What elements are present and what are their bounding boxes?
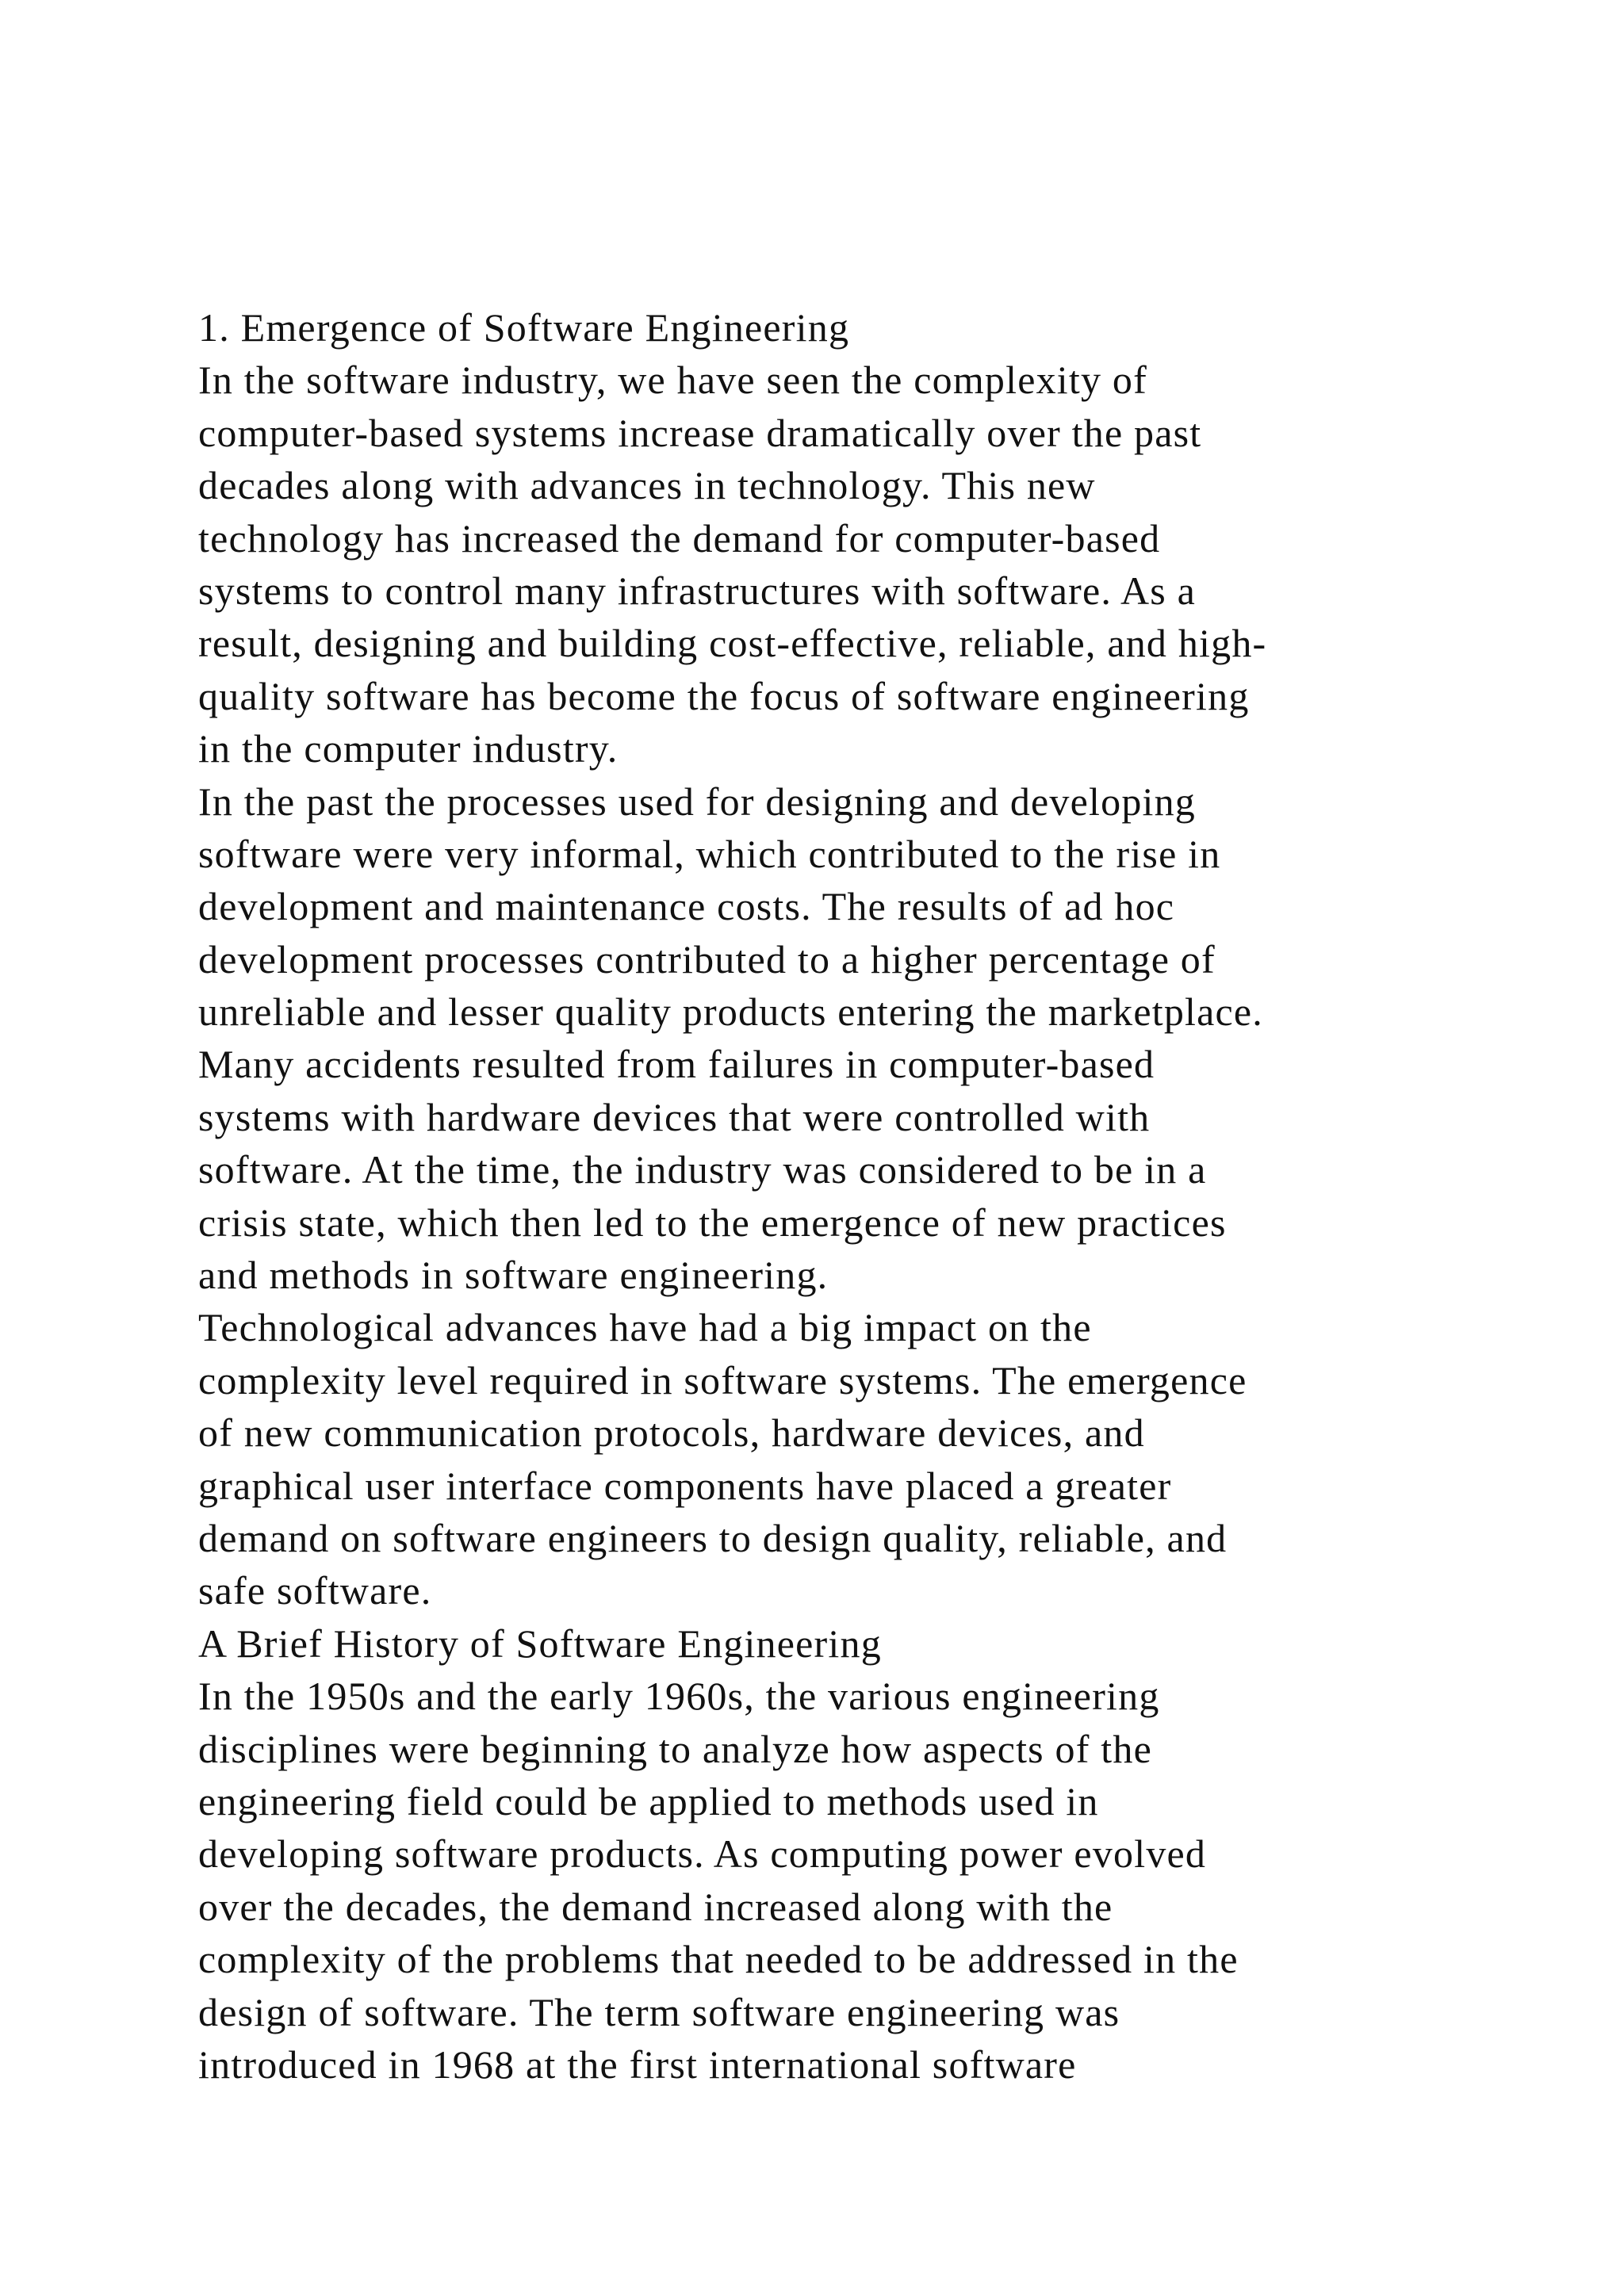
text-line: developing software products. As computing power evolved: [198, 1831, 1207, 1877]
text-line: systems with hardware devices that were controlled with: [198, 1094, 1151, 1139]
text-line: complexity level required in software systems. The emergence: [198, 1357, 1247, 1402]
section-heading-history: A Brief History of Software Engineering: [198, 1621, 882, 1666]
text-line: of new communication protocols, hardware devices, and: [198, 1410, 1145, 1456]
document-body-text: [198, 301, 1499, 2091]
text-line: unreliable and lesser quality products entering the marketplace.: [198, 989, 1263, 1035]
text-line: disciplines were beginning to analyze how aspects of the: [198, 1726, 1152, 1771]
text-line: and methods in software engineering.: [198, 1253, 829, 1298]
text-line: demand on software engineers to design quality, reliable, and: [198, 1515, 1228, 1560]
text-line: development processes contributed to a higher percentage of: [198, 936, 1216, 982]
text-line: software were very informal, which contributed to the rise in: [198, 831, 1221, 876]
text-line: decades along with advances in technology. This new: [198, 463, 1096, 508]
text-line: result, designing and building cost-effective, reliable, and high-: [198, 621, 1267, 666]
text-line: development and maintenance costs. The results of ad hoc: [198, 884, 1175, 929]
text-line: systems to control many infrastructures with software. As a: [198, 568, 1197, 613]
text-line: over the decades, the demand increased along with the: [198, 1884, 1113, 1929]
section-heading-emergence: 1. Emergence of Software Engineering: [198, 305, 850, 350]
text-line: design of software. The term software engineering was: [198, 1989, 1120, 2034]
text-line: In the past the processes used for designing and developing: [198, 779, 1197, 824]
text-line: engineering field could be applied to methods used in: [198, 1778, 1099, 1823]
text-line: in the computer industry.: [198, 726, 619, 771]
text-line: quality software has become the focus of software engineering: [198, 673, 1250, 718]
text-line: In the 1950s and the early 1960s, the various engineering: [198, 1674, 1160, 1719]
text-line: introduced in 1968 at the first international software: [198, 2042, 1077, 2087]
text-line: computer-based systems increase dramatically over the past: [198, 410, 1202, 455]
text-line: safe software.: [198, 1568, 432, 1613]
text-line: software. At the time, the industry was considered to be in a: [198, 1147, 1207, 1192]
text-line: graphical user interface components have placed a greater: [198, 1463, 1172, 1508]
text-line: complexity of the problems that needed to be addressed in the: [198, 1937, 1239, 1982]
text-line: In the software industry, we have seen the complexity of: [198, 358, 1147, 403]
text-line: Technological advances have had a big impact on the: [198, 1305, 1092, 1350]
text-line: Many accidents resulted from failures in computer-based: [198, 1042, 1155, 1087]
text-line: technology has increased the demand for computer-based: [198, 515, 1161, 561]
text-line: crisis state, which then led to the emergence of new practices: [198, 1200, 1227, 1245]
